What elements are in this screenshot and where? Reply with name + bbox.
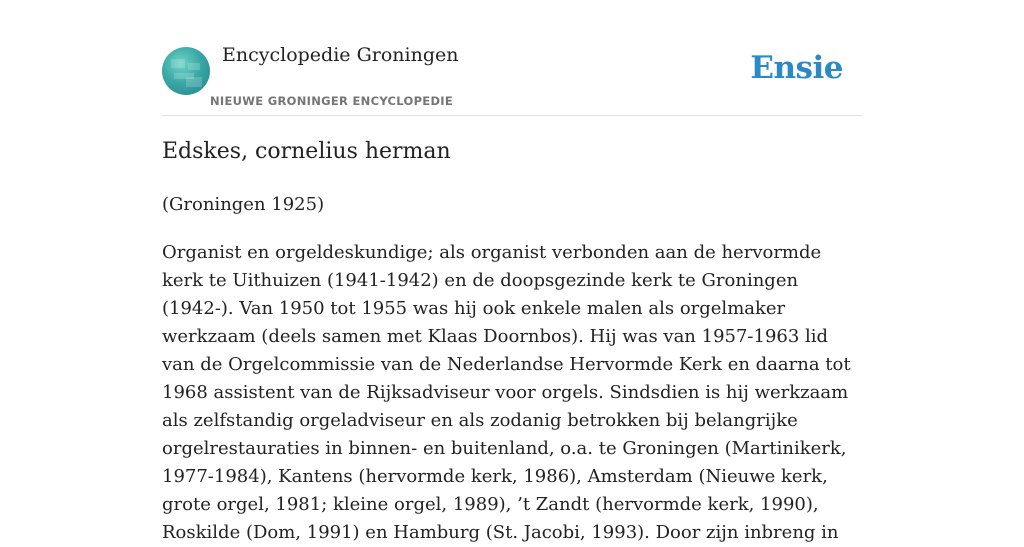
ensie-logo[interactable]: Ensie (750, 50, 843, 86)
site-subtitle: NIEUWE GRONINGER ENCYCLOPEDIE (210, 94, 454, 108)
article-body: Organist en orgeldeskundige; als organist verbonden aan de hervormde kerk te Uithuizen (1941-1942) en de doopsgezinde kerk te Groningen (1942-). Van 1950 tot 1955 was hij ook enkele malen als orgelmaker werkzaam (deels samen met Klaas Doornbos). Hij was van 1957-1963 lid van de Orgelcommissie van de Nederlandse Hervormde Kerk en daarna tot 1968 assistent van de Rijksadviseur voor orgels. Sindsdien is hij werkzaam als zelfstandig orgeladviseur en als zodanig betrokken bij belangrijke orgelrestauraties in binnen- en buitenland, o.a. te Groningen (Martinikerk, 1977-1984), Kantens (hervormde kerk, 1986), Amsterdam (Nieuwe kerk, grote orgel, 1981; kleine orgel, 1989), ’t Zandt (hervormde kerk, 1990), Roskilde (Dom, 1991) en Hamburg (St. Jacobi, 1993). Door zijn inbreng in (162, 242, 851, 543)
article-meta: (Groningen 1925) (162, 194, 325, 215)
content-container (162, 0, 862, 543)
encyclopedia-avatar[interactable] (162, 47, 210, 95)
site-header (162, 0, 862, 116)
site-title[interactable]: Encyclopedie Groningen (222, 44, 459, 66)
article-title: Edskes, cornelius herman (162, 139, 451, 164)
